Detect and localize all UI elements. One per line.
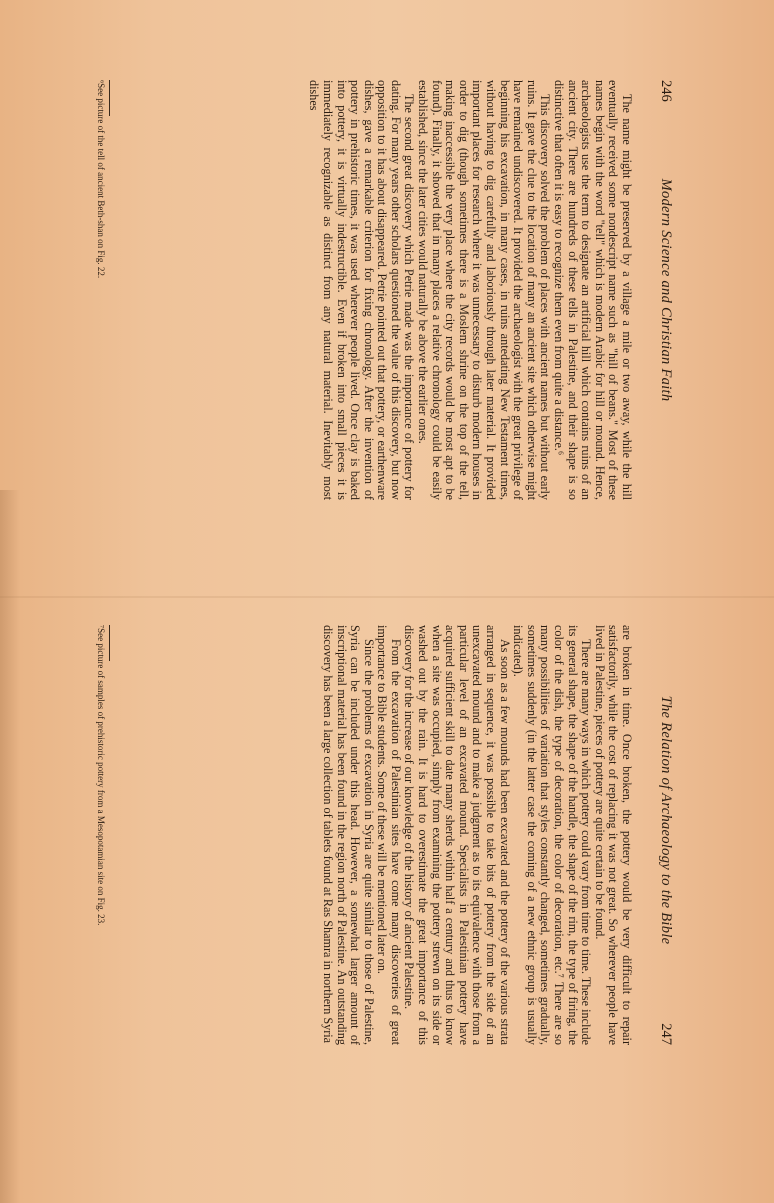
footnote-text: ⁷See picture of samples of prehistoric pottery from a Mesopotamian site on Fig. 23. xyxy=(96,625,106,926)
paragraph: The name might be preserved by a village a mile or two away, while the hill eventually received some nondescript name such as "hill of beans." Most of these names begin with the word "tell" which is modern Arabic for hill or mound. Hence, archaeologists use the term to designate an artificial hill which contains ruins of an ancient city. There are hundreds of these tells in Palestine, and their shape is so distinctive that often it is easy to recognize them even from quite a distance.⁶ xyxy=(552,80,634,500)
left-running-title: Modern Science and Christian Faith xyxy=(658,178,674,402)
paragraph: There are many ways in which pottery could vary from time to time. These include its general shape, the shape of the handle, the shape of the rim, the type of firing, the color of the dish, the type of decoration, the color of decoration, etc.⁷ There are so many possibilities of variation that styles constantly changed, sometimes gradually, sometimes suddenly (in the latter case the coming of a new ethnic group is usually indicated). xyxy=(511,625,594,1045)
left-page xyxy=(0,80,774,500)
left-page-number: 246 xyxy=(658,80,674,102)
left-page-body xyxy=(307,80,633,500)
paragraph: From the excavation of Palestinian sites have come many discoveries of great importance to Bible students. Some of these will be mentioned later on. xyxy=(375,625,403,1045)
right-page-body xyxy=(320,625,633,1045)
right-running-title: The Relation of Archaeology to the Bible xyxy=(658,695,674,945)
paragraph: The second great discovery which Petrie made was the importance of pottery for dating. For many years other scholars questioned the value of this discovery, but now opposition to it has about disappeared. Petrie pointed out that pottery, or earthenware dishes, gave a remarkable criterion for fixing chronology. After the invention of pottery in prehistoric times, it was used wherever people lived. Once clay is baked into pottery, it is virtually indestructible. Even if broken into small pieces it is immediately recognizable as distinct from any natural material. Inevitably most dishes xyxy=(307,80,417,500)
footnote-text: ⁶See picture of the tell of ancient Beth-shan on Fig. 22. xyxy=(96,80,106,279)
right-page-number: 247 xyxy=(658,1023,674,1045)
right-page xyxy=(0,625,774,1045)
paragraph: As soon as a few mounds had been excavated and the pottery of the various strata arranged in sequence, it was possible to take bits of pottery from the side of an unexcavated mound and to make a judgment as to its equivalence with those from a particular level of an excavated mound. Specialists in Palestinian pottery have acquired sufficient skill to date many sherds within half a century and thus to know when a site was occupied, simply from examining the pottery strewn on its side or washed out by the rain. It is hard to overestimate the great importance of this discovery for the increase of our knowledge of the history of ancient Palestine. xyxy=(402,625,512,1045)
paragraph: Since the problems of excavation in Syria are quite similar to those of Palestine, Syria can be included under this head. However, a somewhat larger amount of inscriptional material has been found in the region north of Palestine. An outstanding discovery has been a large collection of tablets found at Ras Shamra in northern Syria xyxy=(320,625,376,1045)
paragraph: This discovery solved the problem of places with ancient names but without early ruins. It gave the clue to the location of many an ancient site which otherwise might have remained undiscovered. It provided the archaeologist with the great privilege of beginning his excavation, in many cases, in ruins antedating New Testament times, without having to dig carefully and laboriously through later material. It provided important places for research where it was unnecessary to disturb modern houses in order to dig (though sometimes there is a Moslem shrine on the top of the tell, making inaccessible the very place where the city records would be most apt to be found). Finally, it showed that in many places a relative chronology could be easily established, since the later cities would naturally be above the earlier ones. xyxy=(416,80,553,500)
left-running-head xyxy=(652,80,674,500)
left-footnote xyxy=(95,80,110,500)
footnote-rule xyxy=(109,625,110,661)
footnote-rule xyxy=(109,80,110,116)
paragraph: are broken in time. Once broken, the pottery would be very difficult to repair satisfactorily, while the cost of replacing it was not great. So wherever people have lived in Palestine, pieces of pottery are quite certain to be found. xyxy=(592,625,634,1045)
right-footnote xyxy=(95,625,110,1045)
right-running-head xyxy=(652,625,674,1045)
